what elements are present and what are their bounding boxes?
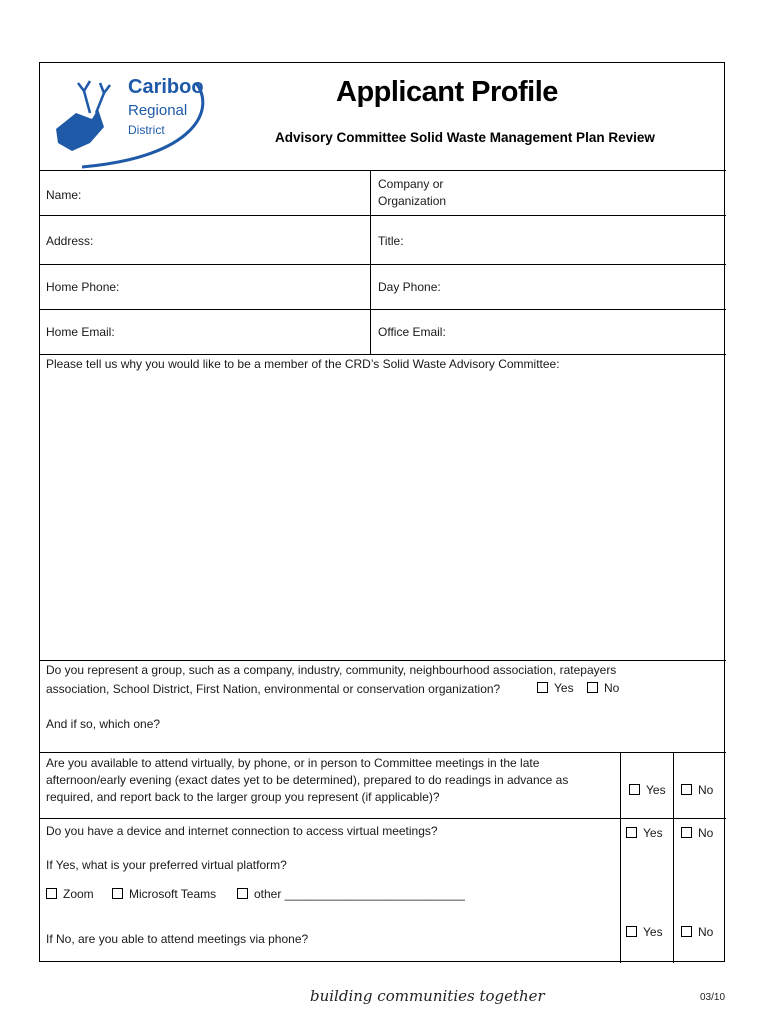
day-phone-field[interactable]: Day Phone: [378, 280, 441, 294]
device-no-option[interactable] [681, 826, 713, 840]
applicant-form [39, 62, 725, 962]
page-subtitle: Advisory Committee Solid Waste Management Plan Review [275, 130, 655, 145]
footer-code: 03/10 [700, 992, 726, 1003]
platform-question: If Yes, what is your preferred virtual platform? [46, 858, 287, 872]
availability-question: Are you available to attend virtually, by phone, or in person to Committee meetings in the late afternoon/early evening (exact dates yet to be determined), prepared to do readings in advance as required, and report back to the larger group you represent (if applicable)? [46, 756, 569, 804]
home-phone-field[interactable]: Home Phone: [46, 280, 120, 294]
checkbox-icon [112, 888, 123, 899]
checkbox-icon [587, 682, 598, 693]
phone-no-label: No [698, 925, 714, 939]
teams-option[interactable] [112, 887, 216, 901]
represent-yes-option[interactable] [537, 681, 574, 695]
home-email-field[interactable]: Home Email: [46, 325, 115, 339]
checkbox-icon [626, 827, 637, 838]
availability-no-option[interactable] [681, 783, 713, 797]
device-yes-label: Yes [643, 826, 663, 840]
page-title: Applicant Profile [336, 76, 558, 108]
phone-yes-label: Yes [643, 925, 663, 939]
address-field[interactable]: Address: [46, 234, 94, 248]
other-label: other ___________________________ [254, 887, 465, 901]
zoom-option[interactable] [46, 887, 94, 901]
logo-text-line2: Regional [128, 102, 188, 119]
checkbox-icon [626, 926, 637, 937]
which-one-question[interactable]: And if so, which one? [46, 717, 161, 731]
other-option[interactable] [237, 887, 465, 901]
availability-yes-label: Yes [646, 783, 666, 797]
zoom-label: Zoom [63, 887, 94, 901]
logo-text-line3: District [128, 123, 165, 137]
checkbox-icon [681, 784, 692, 795]
device-question: Do you have a device and internet connection to access virtual meetings? [46, 824, 438, 838]
why-member-question: Please tell us why you would like to be a member of the CRD’s Solid Waste Advisory Committee: [46, 357, 560, 371]
availability-no-label: No [698, 783, 714, 797]
represent-question-line2: association, School District, First Nation, environmental or conservation organization? [46, 682, 501, 696]
name-field[interactable]: Name: [46, 188, 82, 202]
phone-question: If No, are you able to attend meetings via phone? [46, 932, 309, 946]
footer-tagline: building communities together [310, 987, 545, 1005]
represent-no-option[interactable] [587, 681, 619, 695]
checkbox-icon [681, 827, 692, 838]
availability-yes-option[interactable] [629, 783, 666, 797]
phone-yes-option[interactable] [626, 925, 663, 939]
checkbox-icon [681, 926, 692, 937]
logo-text-line1: Cariboo [128, 76, 204, 98]
represent-question-line1: Do you represent a group, such as a company, industry, community, neighbourhood association, ratepayers [46, 663, 617, 677]
represent-no-label: No [604, 681, 620, 695]
checkbox-icon [537, 682, 548, 693]
device-no-label: No [698, 826, 714, 840]
checkbox-icon [237, 888, 248, 899]
device-yes-option[interactable] [626, 826, 663, 840]
why-member-answer-area[interactable] [44, 375, 720, 655]
title-field[interactable]: Title: [378, 234, 404, 248]
company-field[interactable]: Company or Organization [378, 177, 447, 208]
crd-logo [46, 69, 216, 171]
checkbox-icon [629, 784, 640, 795]
teams-label: Microsoft Teams [129, 887, 217, 901]
office-email-field[interactable]: Office Email: [378, 325, 446, 339]
checkbox-icon [46, 888, 57, 899]
phone-no-option[interactable] [681, 925, 713, 939]
represent-yes-label: Yes [554, 681, 574, 695]
